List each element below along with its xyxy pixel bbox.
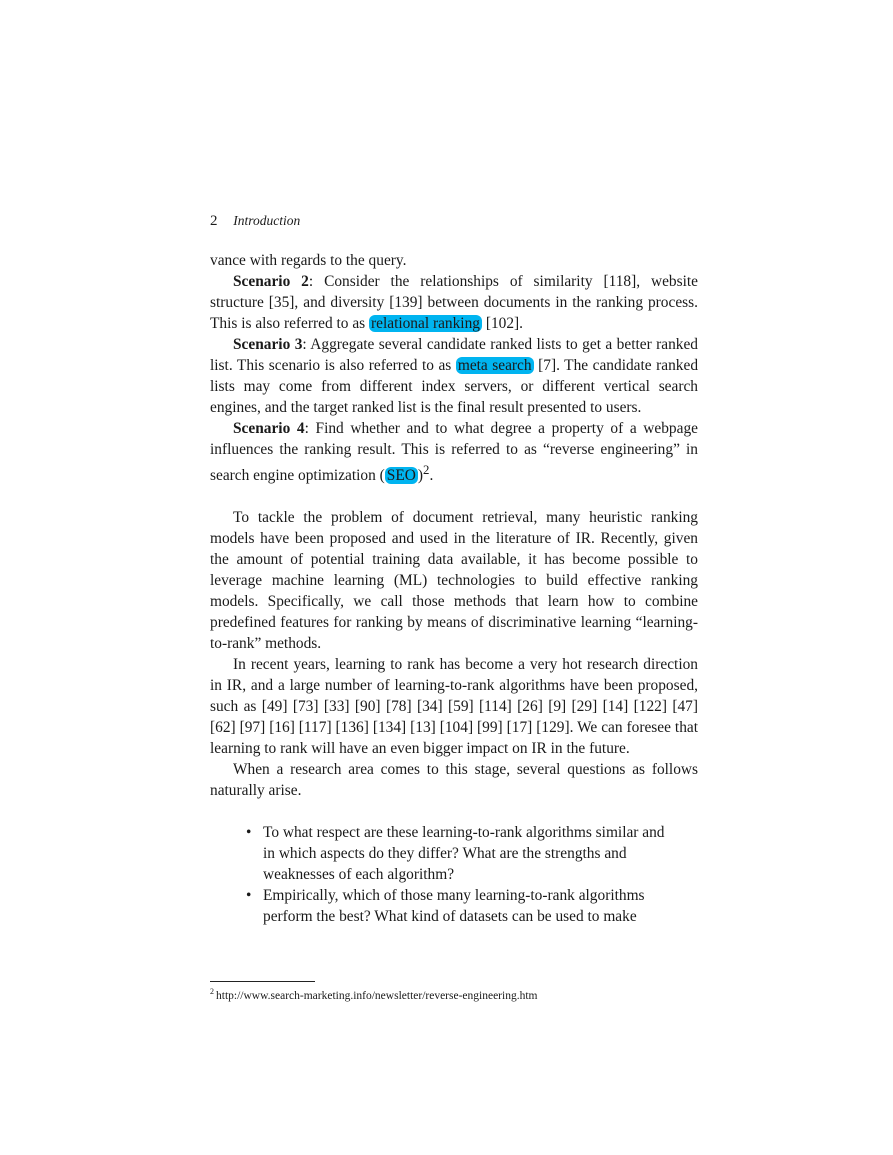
scenario-2-text: : Consider the relationships of similarity [118], website structure [35], and diversity [139] between documents in the ranking process. This is also referred to as [210,273,698,332]
highlight-relational-ranking: relational ranking [371,315,480,332]
list-item [210,822,698,885]
scenario-3-text-end: [7]. The candidate ranked lists may come from different index servers, or different vertical search engines, and the target ranked list is the final result presented to users. [210,357,699,416]
footnote-mark: 2 [210,987,214,996]
scenario-3-label: Scenario 3 [233,336,303,353]
list-item [210,885,698,927]
footnote-url[interactable]: http://www.search-marketing.info/newsletter/reverse-engineering.htm [216,989,538,1002]
bullet-icon: • [246,824,252,842]
question-list [210,822,698,927]
bullet-icon: • [246,887,252,905]
list-item-text: To what respect are these learning-to-rank algorithms similar and in which aspects do they differ? What are the strengths and weaknesses of each algorithm? [263,824,665,884]
paragraph-scenario-4 [210,418,698,486]
scenario-4-paren: ) [417,467,424,485]
list-item-text: Empirically, which of those many learning-to-rank algorithms perform the best? What kind of datasets can be used to make [263,887,645,926]
scenario-4-period: . [429,467,434,485]
paragraph-scenario-3 [210,334,698,418]
scenario-4-label: Scenario 4 [233,420,305,437]
highlight-seo: SEO [386,467,416,485]
footnote-rule [210,981,315,982]
body-text [210,250,698,927]
running-header [210,213,300,230]
paragraph-tackle: To tackle the problem of document retrieval, many heuristic ranking models have been proposed and used in the literature of IR. Recently, given the amount of potential training data available, it has become possible to leverage machine learning (ML) technologies to build effective ranking models. Specifically, we call those methods that learn how to combine predefined features for ranking by means of discriminative learning “learning-to-rank” methods. [210,509,698,653]
footnote-reference: 2 [423,463,430,477]
footnote [210,985,537,1003]
highlight-meta-search: meta search [457,357,532,374]
paragraph-continuation: vance with regards to the query. [210,252,407,269]
paragraph-scenario-2 [210,271,698,334]
scenario-4-text: : Find whether and to what degree a property of a webpage influences the ranking result. This is referred to as “reverse engineering” in search engine optimization ( [210,420,698,485]
page-number: 2 [210,213,218,229]
scenario-2-label: Scenario 2 [233,273,309,290]
section-title: Introduction [233,213,301,228]
scenario-3-text: : Aggregate several candidate ranked lists to get a better ranked list. This scenario is also referred to as [210,336,699,374]
scenario-2-citation: [102]. [485,315,524,332]
paragraph-recent-years: In recent years, learning to rank has become a very hot research direction in IR, and a large number of learning-to-rank algorithms have been proposed, such as [49] [73] [33] [90] [78] [34] [59] [114] [26] [9] [29] [14] [122] [47] [62] [97] [16] [117] [136] [134] [13] [104] [99] [17] [129]. We can foresee that learning to rank will have an even bigger impact on IR in the future. [210,656,698,758]
paragraph-research-area: When a research area comes to this stage, several questions as follows naturally arise. [210,761,698,800]
